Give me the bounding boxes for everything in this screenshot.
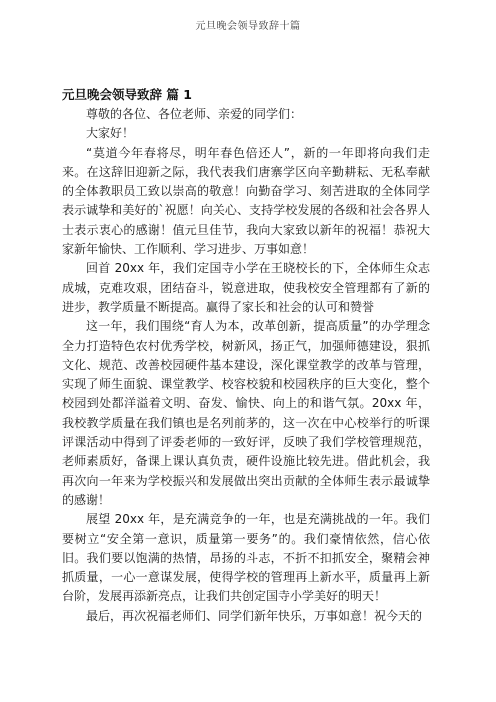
paragraph: 这一年，我们围绕“育人为本，改革创新，提高质量”的办学理念全力打造特色农村优秀学校，树新风，扬正气，加强师德建设，狠抓文化、规范、改善校园硬件基本建设，深化课堂教学的改革与管理，实现了师生面貌、课堂教学、校容校貌和校园秩序的巨大变化，整个校园到处都洋溢着文明、奋发、愉快、向上的和谐气氛。20xx 年，我校教学质量在我们镇也是名列前茅的，这一次在中心校举行的听课评课活动中得到了评委老师的一致好评，反映了我们学校管理规范，老师素质好，备课上课认真负责，硬件设施比较先进。借此机会，我再次向一年来为学校振兴和发展做出突出贡献的全体师生表示最诚挚的感谢！ bbox=[62, 319, 430, 507]
document-title: 元旦晚会领导致辞 篇 1 bbox=[62, 87, 192, 102]
paragraph: 最后，再次祝福老师们、同学们新年快乐，万事如意！祝今天的 bbox=[86, 608, 423, 623]
paragraph: 回首 20xx 年，我们定国寺小学在王晓校长的下，全体师生众志成城，克难攻艰，团结奋斗，锐意进取，使我校安全管理都有了新的进步，教学质量不断提高。赢得了家长和社会的认可和赞誉 bbox=[62, 261, 430, 314]
salutation: 尊敬的各位、各位老师、亲爱的同学们： bbox=[86, 107, 303, 121]
page-header: 元旦晚会领导致辞十篇 bbox=[195, 21, 301, 32]
paragraph: “莫道今年春将尽，明年春色倍还人”，新的一年即将向我们走来。在这辞旧迎新之际，我代表我们唐寨学区向辛勤耕耘、无私奉献的全体教职员工致以崇高的敬意！向勤奋学习、刻苦进取的全体同学表示诚挚和美好的`祝愿！向关心、支持学校发展的各级和社会各界人士表示衷心的感谢！值元旦佳节，我向大家致以新年的祝福！恭祝大家新年愉快、工作顺利、学习进步、万事如意！ bbox=[62, 145, 430, 257]
greeting: 大家好！ bbox=[86, 126, 135, 141]
document-body bbox=[62, 105, 430, 626]
paragraph: 展望 20xx 年，是充满竞争的一年，也是充满挑战的一年。我们要树立“安全第一意识，质量第一要务”的。我们豪情依然，信心依旧。我们要以饱满的热情，昂扬的斗志，不折不扣抓安全，聚精会神抓质量，一心一意谋发展，使得学校的管理再上新水平，质量再上新台阶，发展再添新亮点，让我们共创定国寺小学美好的明天！ bbox=[62, 512, 430, 604]
